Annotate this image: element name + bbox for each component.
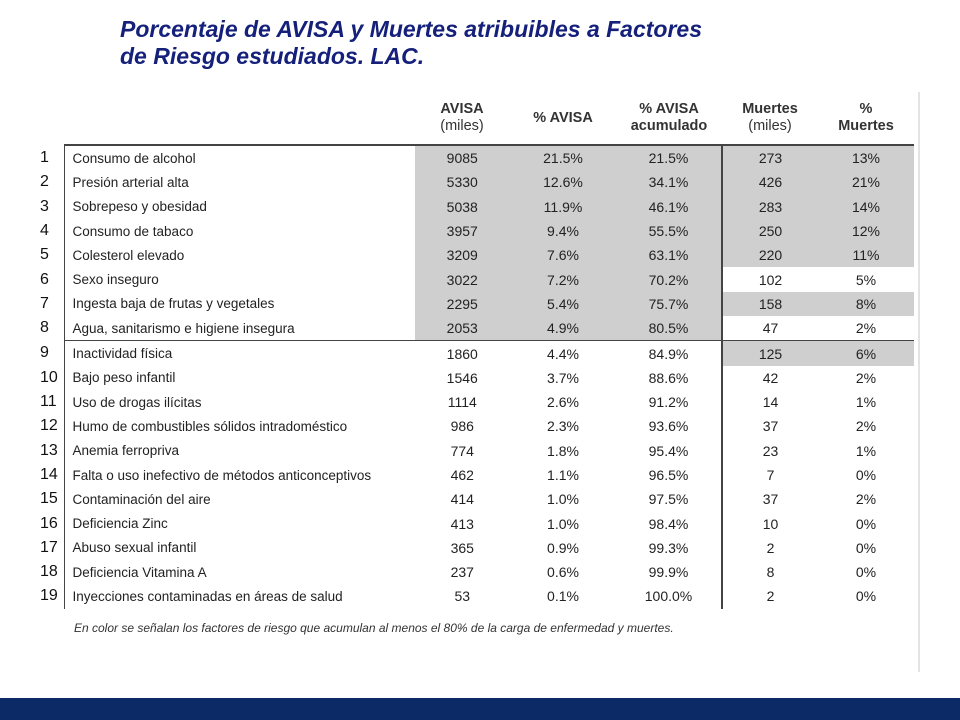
row-pct-avisa: 7.2% <box>510 267 616 291</box>
row-pct-muertes: 12% <box>818 219 914 243</box>
row-number: 2 <box>40 173 49 191</box>
row-pct-avisa: 1.8% <box>547 442 579 459</box>
row-pct-avisa-acumulado: 96.5% <box>648 467 689 483</box>
row-pct-avisa-acumulado: 70.2% <box>616 267 722 291</box>
row-avisa: 5330 <box>414 170 510 194</box>
row-avisa: 1546 <box>414 366 510 390</box>
table-row <box>38 390 914 414</box>
row-factor: Ingesta baja de frutas y vegetales <box>64 292 414 316</box>
row-pct-avisa: 11.9% <box>510 195 616 219</box>
header-pct-muertes-line-2: Muertes <box>838 118 894 134</box>
table-row <box>38 487 914 511</box>
row-muertes: 14 <box>722 390 818 414</box>
row-avisa: 5038 <box>414 195 510 219</box>
row-pct-avisa-acumulado: 99.3% <box>648 539 689 556</box>
table-row <box>38 463 914 487</box>
row-pct-avisa-acumulado: 91.2% <box>648 394 689 411</box>
row-avisa: 462 <box>414 463 510 487</box>
row-muertes: 2 <box>722 584 818 608</box>
row-muertes: 37 <box>722 487 818 511</box>
row-factor: Inactividad física <box>64 341 414 366</box>
row-avisa: 1114 <box>414 390 510 414</box>
row-factor: Deficiencia Vitamina A <box>64 560 414 584</box>
row-pct-avisa-acumulado: 100.0% <box>644 588 693 605</box>
header-avisa-label: AVISA <box>440 101 484 117</box>
row-number: 10 <box>40 368 58 386</box>
row-pct-muertes: 2% <box>855 369 877 386</box>
row-pct-muertes: 1% <box>855 394 877 411</box>
row-avisa: 9085 <box>414 145 510 170</box>
row-pct-avisa: 2.6% <box>547 394 579 411</box>
row-pct-avisa: 5.4% <box>510 292 616 316</box>
row-pct-avisa: 7.6% <box>510 243 616 267</box>
row-avisa: 53 <box>414 584 510 608</box>
row-avisa: 3957 <box>414 219 510 243</box>
page-title <box>120 16 880 70</box>
row-pct-avisa-acumulado: 88.6% <box>648 369 689 386</box>
table-header-row <box>38 92 914 145</box>
row-factor: Bajo peso infantil <box>64 366 414 390</box>
header-number <box>38 92 64 145</box>
row-pct-avisa-acumulado: 75.7% <box>616 292 722 316</box>
row-muertes: 10 <box>722 511 818 535</box>
row-factor: Deficiencia Zinc <box>64 511 414 535</box>
row-factor: Agua, sanitarismo e higiene insegura <box>64 316 414 341</box>
row-pct-avisa-acumulado: 95.4% <box>648 442 689 459</box>
row-muertes: 250 <box>722 219 818 243</box>
row-number: 7 <box>40 294 49 312</box>
row-pct-avisa: 4.9% <box>510 316 616 341</box>
header-pct-avisa <box>510 92 616 145</box>
row-number: 4 <box>40 222 49 240</box>
row-muertes: 42 <box>722 366 818 390</box>
row-pct-avisa-acumulado: 63.1% <box>616 243 722 267</box>
page-title-line-1: Porcentaje de AVISA y Muertes atribuibles a Factores <box>120 16 703 42</box>
row-pct-muertes: 11% <box>818 243 914 267</box>
table-row <box>38 292 914 316</box>
row-pct-avisa-acumulado: 93.6% <box>648 418 689 435</box>
row-pct-avisa-acumulado: 55.5% <box>616 219 722 243</box>
row-pct-muertes: 0% <box>855 539 877 556</box>
row-avisa: 2053 <box>414 316 510 341</box>
row-pct-avisa-acumulado: 97.5% <box>648 491 689 508</box>
row-factor: Sobrepeso y obesidad <box>64 195 414 219</box>
row-pct-avisa: 21.5% <box>510 145 616 170</box>
row-pct-muertes: 5% <box>855 271 877 288</box>
row-pct-muertes: 13% <box>818 145 914 170</box>
risk-factor-table <box>38 92 914 609</box>
row-avisa: 365 <box>414 536 510 560</box>
row-pct-muertes: 8% <box>818 292 914 316</box>
table-row <box>38 439 914 463</box>
row-muertes: 158 <box>722 292 818 316</box>
table-row <box>38 584 914 608</box>
row-muertes: 125 <box>722 341 818 366</box>
row-factor: Sexo inseguro <box>64 267 414 291</box>
table-row <box>38 219 914 243</box>
header-pct-muertes <box>818 92 914 145</box>
row-number: 9 <box>40 344 49 362</box>
row-factor: Colesterol elevado <box>64 243 414 267</box>
row-pct-muertes: 0% <box>855 515 877 532</box>
table-row <box>38 511 914 535</box>
row-number: 8 <box>40 319 49 337</box>
row-muertes: 273 <box>722 145 818 170</box>
table-row <box>38 341 914 366</box>
table-row <box>38 366 914 390</box>
table-row <box>38 195 914 219</box>
row-pct-avisa: 1.0% <box>547 515 579 532</box>
row-pct-muertes: 2% <box>855 491 877 508</box>
row-pct-muertes: 0% <box>855 564 877 581</box>
row-factor: Consumo de tabaco <box>64 219 414 243</box>
row-number: 19 <box>40 587 58 605</box>
row-avisa: 414 <box>414 487 510 511</box>
row-pct-muertes: 21% <box>818 170 914 194</box>
row-pct-avisa: 12.6% <box>510 170 616 194</box>
row-factor: Consumo de alcohol <box>64 145 414 170</box>
row-pct-muertes: 0% <box>855 588 877 605</box>
row-pct-muertes: 14% <box>818 195 914 219</box>
table-row <box>38 145 914 170</box>
row-pct-avisa-acumulado: 21.5% <box>616 145 722 170</box>
footer-bar <box>0 698 960 720</box>
header-avisa <box>414 92 510 145</box>
risk-factor-table-container <box>38 92 918 672</box>
table-row <box>38 170 914 194</box>
table-row <box>38 414 914 438</box>
header-pct-muertes-line-1: % <box>859 101 873 117</box>
row-number: 6 <box>40 270 49 288</box>
header-factor <box>64 92 414 145</box>
row-number: 16 <box>40 514 58 532</box>
table-row <box>38 560 914 584</box>
row-number: 17 <box>40 538 58 556</box>
row-muertes: 2 <box>722 536 818 560</box>
row-factor: Anemia ferropriva <box>64 439 414 463</box>
row-avisa: 1860 <box>414 341 510 366</box>
row-avisa: 3209 <box>414 243 510 267</box>
row-muertes: 37 <box>722 414 818 438</box>
row-pct-avisa: 1.0% <box>547 491 579 508</box>
row-pct-muertes: 6% <box>818 341 914 366</box>
row-muertes: 220 <box>722 243 818 267</box>
row-pct-muertes: 2% <box>855 418 877 435</box>
row-pct-avisa: 0.9% <box>547 539 579 556</box>
row-pct-avisa-acumulado: 80.5% <box>616 316 722 341</box>
table-row <box>38 536 914 560</box>
header-pct-avisa-label: % AVISA <box>533 109 593 126</box>
right-divider <box>918 92 920 672</box>
row-pct-avisa-acumulado: 46.1% <box>616 195 722 219</box>
row-pct-avisa: 9.4% <box>510 219 616 243</box>
header-avisa-unit: (miles) <box>440 118 484 134</box>
row-muertes: 102 <box>722 267 818 291</box>
row-avisa: 2295 <box>414 292 510 316</box>
row-avisa: 413 <box>414 511 510 535</box>
row-factor: Uso de drogas ilícitas <box>64 390 414 414</box>
row-factor: Humo de combustibles sólidos intradoméstico <box>64 414 414 438</box>
table-body <box>38 145 914 609</box>
header-pct-avisa-acumulado <box>616 92 722 145</box>
row-number: 5 <box>40 246 49 264</box>
row-factor: Inyecciones contaminadas en áreas de salud <box>64 584 414 608</box>
row-pct-avisa: 0.1% <box>547 588 579 605</box>
row-factor: Falta o uso inefectivo de métodos anticonceptivos <box>64 463 414 487</box>
table-footnote: En color se señalan los factores de riesgo que acumulan al menos el 80% de la carga de enfermedad y muertes. <box>74 621 674 635</box>
row-muertes: 23 <box>722 439 818 463</box>
row-pct-avisa-acumulado: 84.9% <box>648 345 689 362</box>
row-number: 12 <box>40 417 58 435</box>
row-pct-avisa-acumulado: 99.9% <box>648 564 689 581</box>
table-row <box>38 267 914 291</box>
row-muertes: 8 <box>722 560 818 584</box>
header-muertes-label: Muertes <box>742 101 798 117</box>
row-avisa: 237 <box>414 560 510 584</box>
row-pct-muertes: 2% <box>818 316 914 341</box>
row-pct-avisa-acumulado: 34.1% <box>616 170 722 194</box>
row-muertes: 7 <box>722 463 818 487</box>
header-muertes-unit: (miles) <box>748 118 792 134</box>
row-number: 18 <box>40 563 58 581</box>
row-number: 1 <box>40 148 49 166</box>
row-number: 3 <box>40 197 49 215</box>
header-pct-avisa-acum-line-2: acumulado <box>630 118 708 134</box>
row-pct-avisa: 4.4% <box>547 345 579 362</box>
row-factor: Contaminación del aire <box>64 487 414 511</box>
table-row <box>38 316 914 341</box>
row-factor: Presión arterial alta <box>64 170 414 194</box>
row-number: 15 <box>40 490 58 508</box>
row-muertes: 283 <box>722 195 818 219</box>
row-number: 13 <box>40 441 58 459</box>
row-pct-avisa: 2.3% <box>547 418 579 435</box>
row-factor: Abuso sexual infantil <box>64 536 414 560</box>
header-pct-avisa-acum-line-1: % AVISA <box>639 101 699 117</box>
row-avisa: 774 <box>414 439 510 463</box>
row-number: 14 <box>40 466 58 483</box>
row-avisa: 986 <box>414 414 510 438</box>
row-avisa: 3022 <box>414 267 510 291</box>
row-number: 11 <box>40 393 57 411</box>
row-pct-muertes: 0% <box>855 467 877 483</box>
table-row <box>38 243 914 267</box>
page-title-line-2: de Riesgo estudiados. LAC. <box>120 43 425 69</box>
row-pct-avisa: 0.6% <box>547 564 579 581</box>
row-pct-muertes: 1% <box>855 442 877 459</box>
row-muertes: 426 <box>722 170 818 194</box>
row-pct-avisa: 1.1% <box>547 467 579 483</box>
row-pct-avisa: 3.7% <box>547 369 579 386</box>
header-muertes <box>722 92 818 145</box>
row-pct-avisa-acumulado: 98.4% <box>648 515 689 532</box>
row-muertes: 47 <box>722 316 818 341</box>
